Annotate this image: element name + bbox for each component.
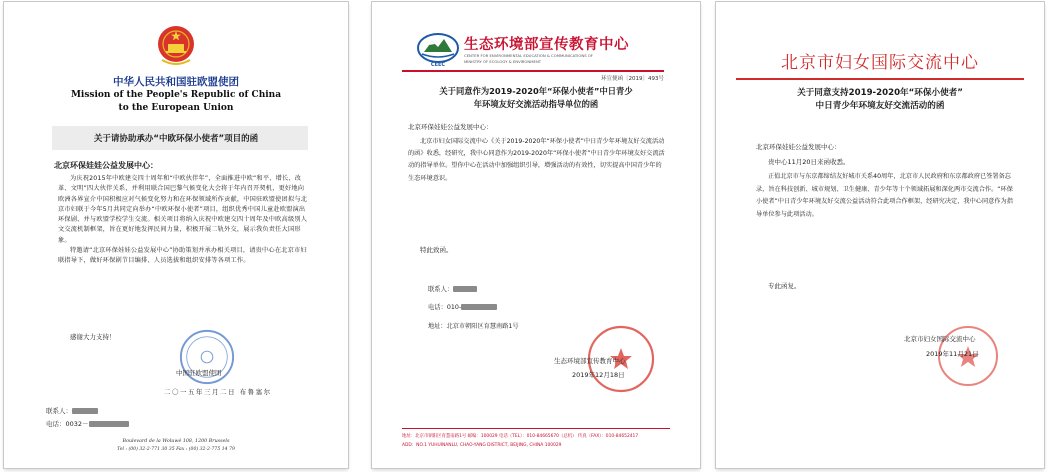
letter-date: 2019年12月18日	[572, 371, 625, 379]
closing: 特此致函。	[420, 246, 453, 254]
letter-eu-mission	[4, 2, 348, 468]
reference-number: 环宣便函〔2019〕493号	[601, 76, 664, 82]
greeting: 北京环保娃娃公益发展中心：	[408, 123, 493, 131]
official-seal-icon	[178, 328, 236, 386]
footer-rule	[402, 428, 670, 429]
letter-title: 年环境友好交流活动指导单位的函	[473, 99, 599, 109]
body-paragraph: 为庆祝2015年中欧建交四十周年和“中欧伙伴年”，全面推进中欧“和平、增长、改革、文明”四大伙伴关系，并利用联合国巴黎气候变化大会将于年内召开契机，更好地向欧洲各界宣介中国积极应对气候变化努力和在环保领域所作贡献，中国驻欧盟使团拟与北京市妇联于今年5月共同定向举办“中欧环保小使者”项目，组织优秀中国儿童赴欧盟演出环保剧、并与欧盟学校学生交流。相关项目将纳入庆祝中欧建交四十周年及中欧高级别人文交流机制框架，旨在更好地发挥民间力量，积极开展二轨外交，展示我负责任大国形象。	[58, 175, 308, 244]
header-rule	[736, 78, 1024, 80]
sender-signature: 北京市妇女国际交流中心	[904, 335, 976, 343]
body-paragraph: 正值北京市与东京都缔结友好城市关系40周年，北京市人民政府和东京都政府已签署备忘录，旨在科技创新、城市规划、卫生健康、青少年等十个领域拓展和深化两市交流合作。“环保小使者”中日青少年环境友好交流公益活动符合此项合作框架，经研究决定，我中心同意作为指导单位参与此项活动。	[756, 173, 1013, 218]
header-rule	[402, 70, 664, 72]
sender-org-name-en: to the European Union	[118, 103, 234, 113]
contact-person: 联系人：	[46, 406, 98, 415]
letter-title: 关于请协助承办“中欧环保小使者”项目的函	[93, 134, 259, 144]
contact-person: 联系人：	[428, 284, 477, 293]
contact-phone: 电话：010-	[428, 302, 497, 311]
letter-title: 关于同意支持2019-2020年“环保小使者”	[797, 88, 963, 98]
redacted-block	[453, 286, 477, 292]
body-paragraph: 贵中心11月20日来函收悉。	[768, 158, 850, 166]
contact-phone: 电话：0032－	[46, 419, 129, 428]
greeting: 北京环保娃娃公益发展中心：	[54, 161, 158, 170]
sender-org-name-en: MINISTRY OF ECOLOGY & ENVIRONMENT	[464, 59, 542, 64]
thanks: 感谢大力支持！	[70, 333, 116, 341]
footer-contact: 地址：北京市朝阳区育慧南路1号 邮编：100029 电话（TEL）：010-84665670（总机） 传真（FAX）：010-84652417	[402, 434, 639, 439]
letter-title: 中日青少年环境友好交流活动的函	[815, 101, 945, 111]
footer-address-en: ADD：NO.1 YUHUINANLU, CHAO-YANG DISTRICT, BEIJING, CHINA 100029	[402, 443, 562, 448]
redacted-block	[72, 408, 98, 414]
logo-text: CEEC	[430, 62, 446, 68]
footer-phone: Tel : (00) 32-2-771 30 35 Fax : (00) 32-2-775 14 79	[117, 447, 235, 452]
redacted-block	[461, 304, 497, 310]
sender-signature: 生态环境部宣传教育中心	[554, 357, 626, 365]
letter-body	[408, 136, 666, 185]
body-paragraph: 北京市妇女国际交流中心《关于2019-2020年“环保小使者”中日青少年环境友好交流活动的函》收悉，经研究，我中心同意作为2019-2020年“环保小使者”中日青少年环境友好交流活动的指导单位。望你中心在活动中加强组织引导，增强活动的有效性，切实提高中国青少年的生态环境意识。	[408, 138, 665, 182]
letter-ecology-center	[372, 2, 700, 468]
sender-org-name-en: CENTER FOR ENVIRONMENTAL EDUCATION & COMMUNICATIONS OF	[464, 53, 593, 58]
greeting: 北京环保娃娃公益发展中心：	[756, 143, 841, 151]
letter-women-exchange-center	[716, 2, 1044, 468]
body-paragraph: 特邀请“北京环保娃娃公益发展中心”协助策划并承办相关项目，请贵中心在北京市妇联指导下，做好环保剧节目编排、人员选拔和组织安排等各项工作。	[58, 247, 307, 265]
letter-body	[756, 171, 1018, 221]
sender-org-name: 生态环境部宣传教育中心	[464, 37, 629, 53]
footer-address: Boulevard de la Woluwé 108, 1200 Brussels	[122, 439, 230, 444]
ceec-logo-icon	[414, 32, 462, 68]
letter-title: 关于同意作为2019-2020年“环保小使者”中日青少	[439, 86, 633, 96]
letter-date: 2019年11月21日	[926, 350, 979, 358]
sender-signature: 中国驻欧盟使团	[176, 369, 222, 377]
closing: 专此函复。	[768, 282, 801, 290]
national-emblem-icon	[154, 24, 198, 66]
sender-org-name: 北京市妇女国际交流中心	[781, 53, 979, 73]
sender-org-name-en: Mission of the People's Republic of China	[70, 90, 282, 100]
contact-address: 地址：北京市朝阳区育慧南路1号	[428, 323, 519, 330]
redacted-block	[89, 421, 129, 427]
letter-date: 二〇一五年三月二日 布鲁塞尔	[164, 388, 272, 396]
letter-body	[58, 174, 308, 267]
sender-org-name: 中华人民共和国驻欧盟使团	[113, 76, 239, 88]
